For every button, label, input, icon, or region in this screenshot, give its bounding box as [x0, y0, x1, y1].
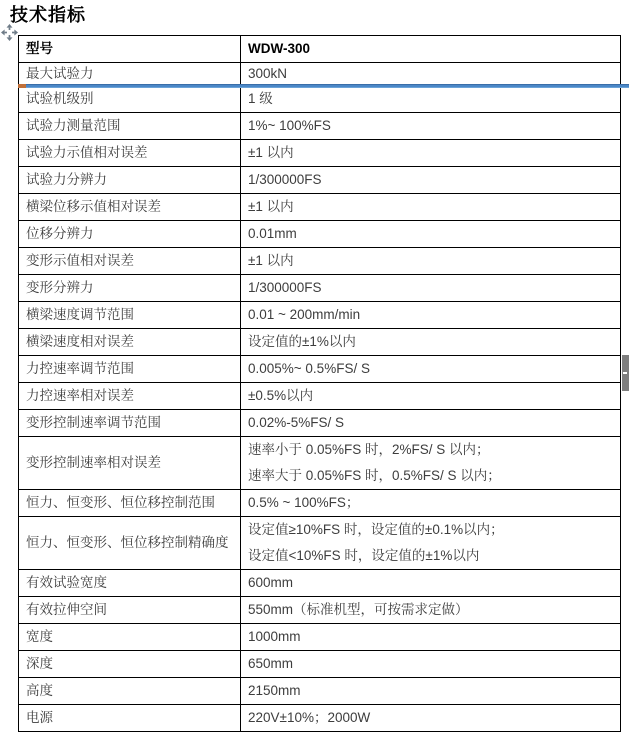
table-header-row [19, 36, 621, 63]
spec-label-cell: 最大试验力 [19, 63, 241, 86]
spec-label-cell: 深度 [19, 651, 241, 678]
spec-value-cell: 设定值≥10%FS 时，设定值的±0.1%以内； 设定值<10%FS 时，设定值的±1%以内 [241, 517, 621, 570]
spec-value-cell: 300kN [241, 63, 621, 86]
spec-value-cell: 0.5% ~ 100%FS； [241, 490, 621, 517]
table-row [19, 678, 621, 705]
spec-label-cell: 高度 [19, 678, 241, 705]
spec-value-cell: 1/300000FS [241, 275, 621, 302]
table-row [19, 63, 621, 86]
spec-table [18, 35, 621, 732]
table-row [19, 705, 621, 732]
table-row [19, 437, 621, 490]
spec-value-cell: ±1 以内 [241, 194, 621, 221]
table-row [19, 410, 621, 437]
spec-label-cell: 变形分辨力 [19, 275, 241, 302]
spec-label-cell: 横梁速度相对误差 [19, 329, 241, 356]
table-row [19, 651, 621, 678]
table-row [19, 624, 621, 651]
spec-label-cell: 力控速率调节范围 [19, 356, 241, 383]
header-label-cell: 型号 [19, 36, 241, 63]
scrollbar-grip-mark [623, 372, 627, 374]
spec-label-cell: 横梁速度调节范围 [19, 302, 241, 329]
spec-label-cell: 位移分辨力 [19, 221, 241, 248]
spec-value-cell: 600mm [241, 570, 621, 597]
spec-label-cell: 宽度 [19, 624, 241, 651]
table-row [19, 86, 621, 113]
spec-label-cell: 横梁位移示值相对误差 [19, 194, 241, 221]
spec-table-body [19, 36, 621, 732]
table-row [19, 490, 621, 517]
drag-indicator-anchor [18, 84, 26, 88]
spec-value-cell: 2150mm [241, 678, 621, 705]
table-row [19, 356, 621, 383]
spec-value-cell: 550mm（标准机型，可按需求定做） [241, 597, 621, 624]
table-row [19, 194, 621, 221]
spec-value-cell: 0.005%~ 0.5%FS/ S [241, 356, 621, 383]
spec-label-cell: 电源 [19, 705, 241, 732]
spec-value-cell: 1%~ 100%FS [241, 113, 621, 140]
table-row [19, 597, 621, 624]
spec-value-cell: 0.02%-5%FS/ S [241, 410, 621, 437]
table-row [19, 221, 621, 248]
spec-label-cell: 变形控制速率相对误差 [19, 437, 241, 490]
table-row [19, 140, 621, 167]
spec-label-cell: 试验机级别 [19, 86, 241, 113]
spec-value-cell: 1000mm [241, 624, 621, 651]
table-row [19, 570, 621, 597]
table-row [19, 517, 621, 570]
table-row [19, 329, 621, 356]
spec-value-cell: 650mm [241, 651, 621, 678]
spec-label-cell: 变形示值相对误差 [19, 248, 241, 275]
spec-value-cell: 220V±10%；2000W [241, 705, 621, 732]
spec-label-cell: 有效试验宽度 [19, 570, 241, 597]
spec-value-cell: ±1 以内 [241, 140, 621, 167]
vertical-scrollbar-thumb[interactable] [622, 355, 629, 391]
table-row [19, 302, 621, 329]
page-title: 技术指标 [10, 5, 86, 25]
table-row [19, 248, 621, 275]
table-row [19, 113, 621, 140]
table-move-handle-icon[interactable] [1, 24, 18, 41]
spec-label-cell: 恒力、恒变形、恒位移控制精确度 [19, 517, 241, 570]
row-drag-indicator-line [18, 84, 629, 88]
spec-value-cell: 设定值的±1%以内 [241, 329, 621, 356]
spec-label-cell: 试验力分辨力 [19, 167, 241, 194]
spec-value-cell: ±1 以内 [241, 248, 621, 275]
spec-value-cell: ±0.5%以内 [241, 383, 621, 410]
spec-value-cell: 0.01mm [241, 221, 621, 248]
table-row [19, 275, 621, 302]
spec-label-cell: 力控速率相对误差 [19, 383, 241, 410]
move-arrows-icon [1, 24, 18, 41]
spec-value-cell: 1/300000FS [241, 167, 621, 194]
spec-label-cell: 有效拉伸空间 [19, 597, 241, 624]
spec-label-cell: 恒力、恒变形、恒位移控制范围 [19, 490, 241, 517]
table-row [19, 383, 621, 410]
table-row [19, 167, 621, 194]
header-value-cell: WDW-300 [241, 36, 621, 63]
spec-label-cell: 变形控制速率调节范围 [19, 410, 241, 437]
spec-label-cell: 试验力测量范围 [19, 113, 241, 140]
spec-value-cell: 1 级 [241, 86, 621, 113]
spec-value-cell: 速率小于 0.05%FS 时，2%FS/ S 以内； 速率大于 0.05%FS 时，0.5%FS/ S 以内； [241, 437, 621, 490]
spec-label-cell: 试验力示值相对误差 [19, 140, 241, 167]
spec-value-cell: 0.01 ~ 200mm/min [241, 302, 621, 329]
